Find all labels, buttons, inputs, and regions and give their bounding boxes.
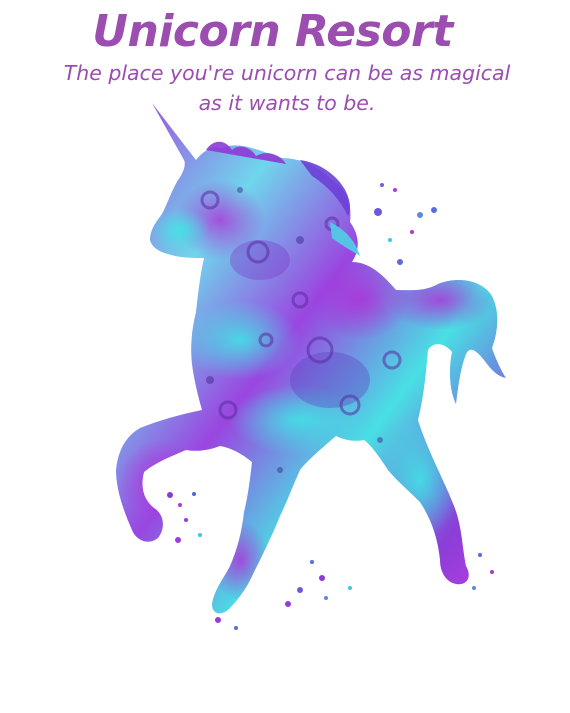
tagline: The place you're unicorn can be as magical as it wants to be. [63,61,511,115]
page-title: Unicorn Resort [92,6,453,57]
